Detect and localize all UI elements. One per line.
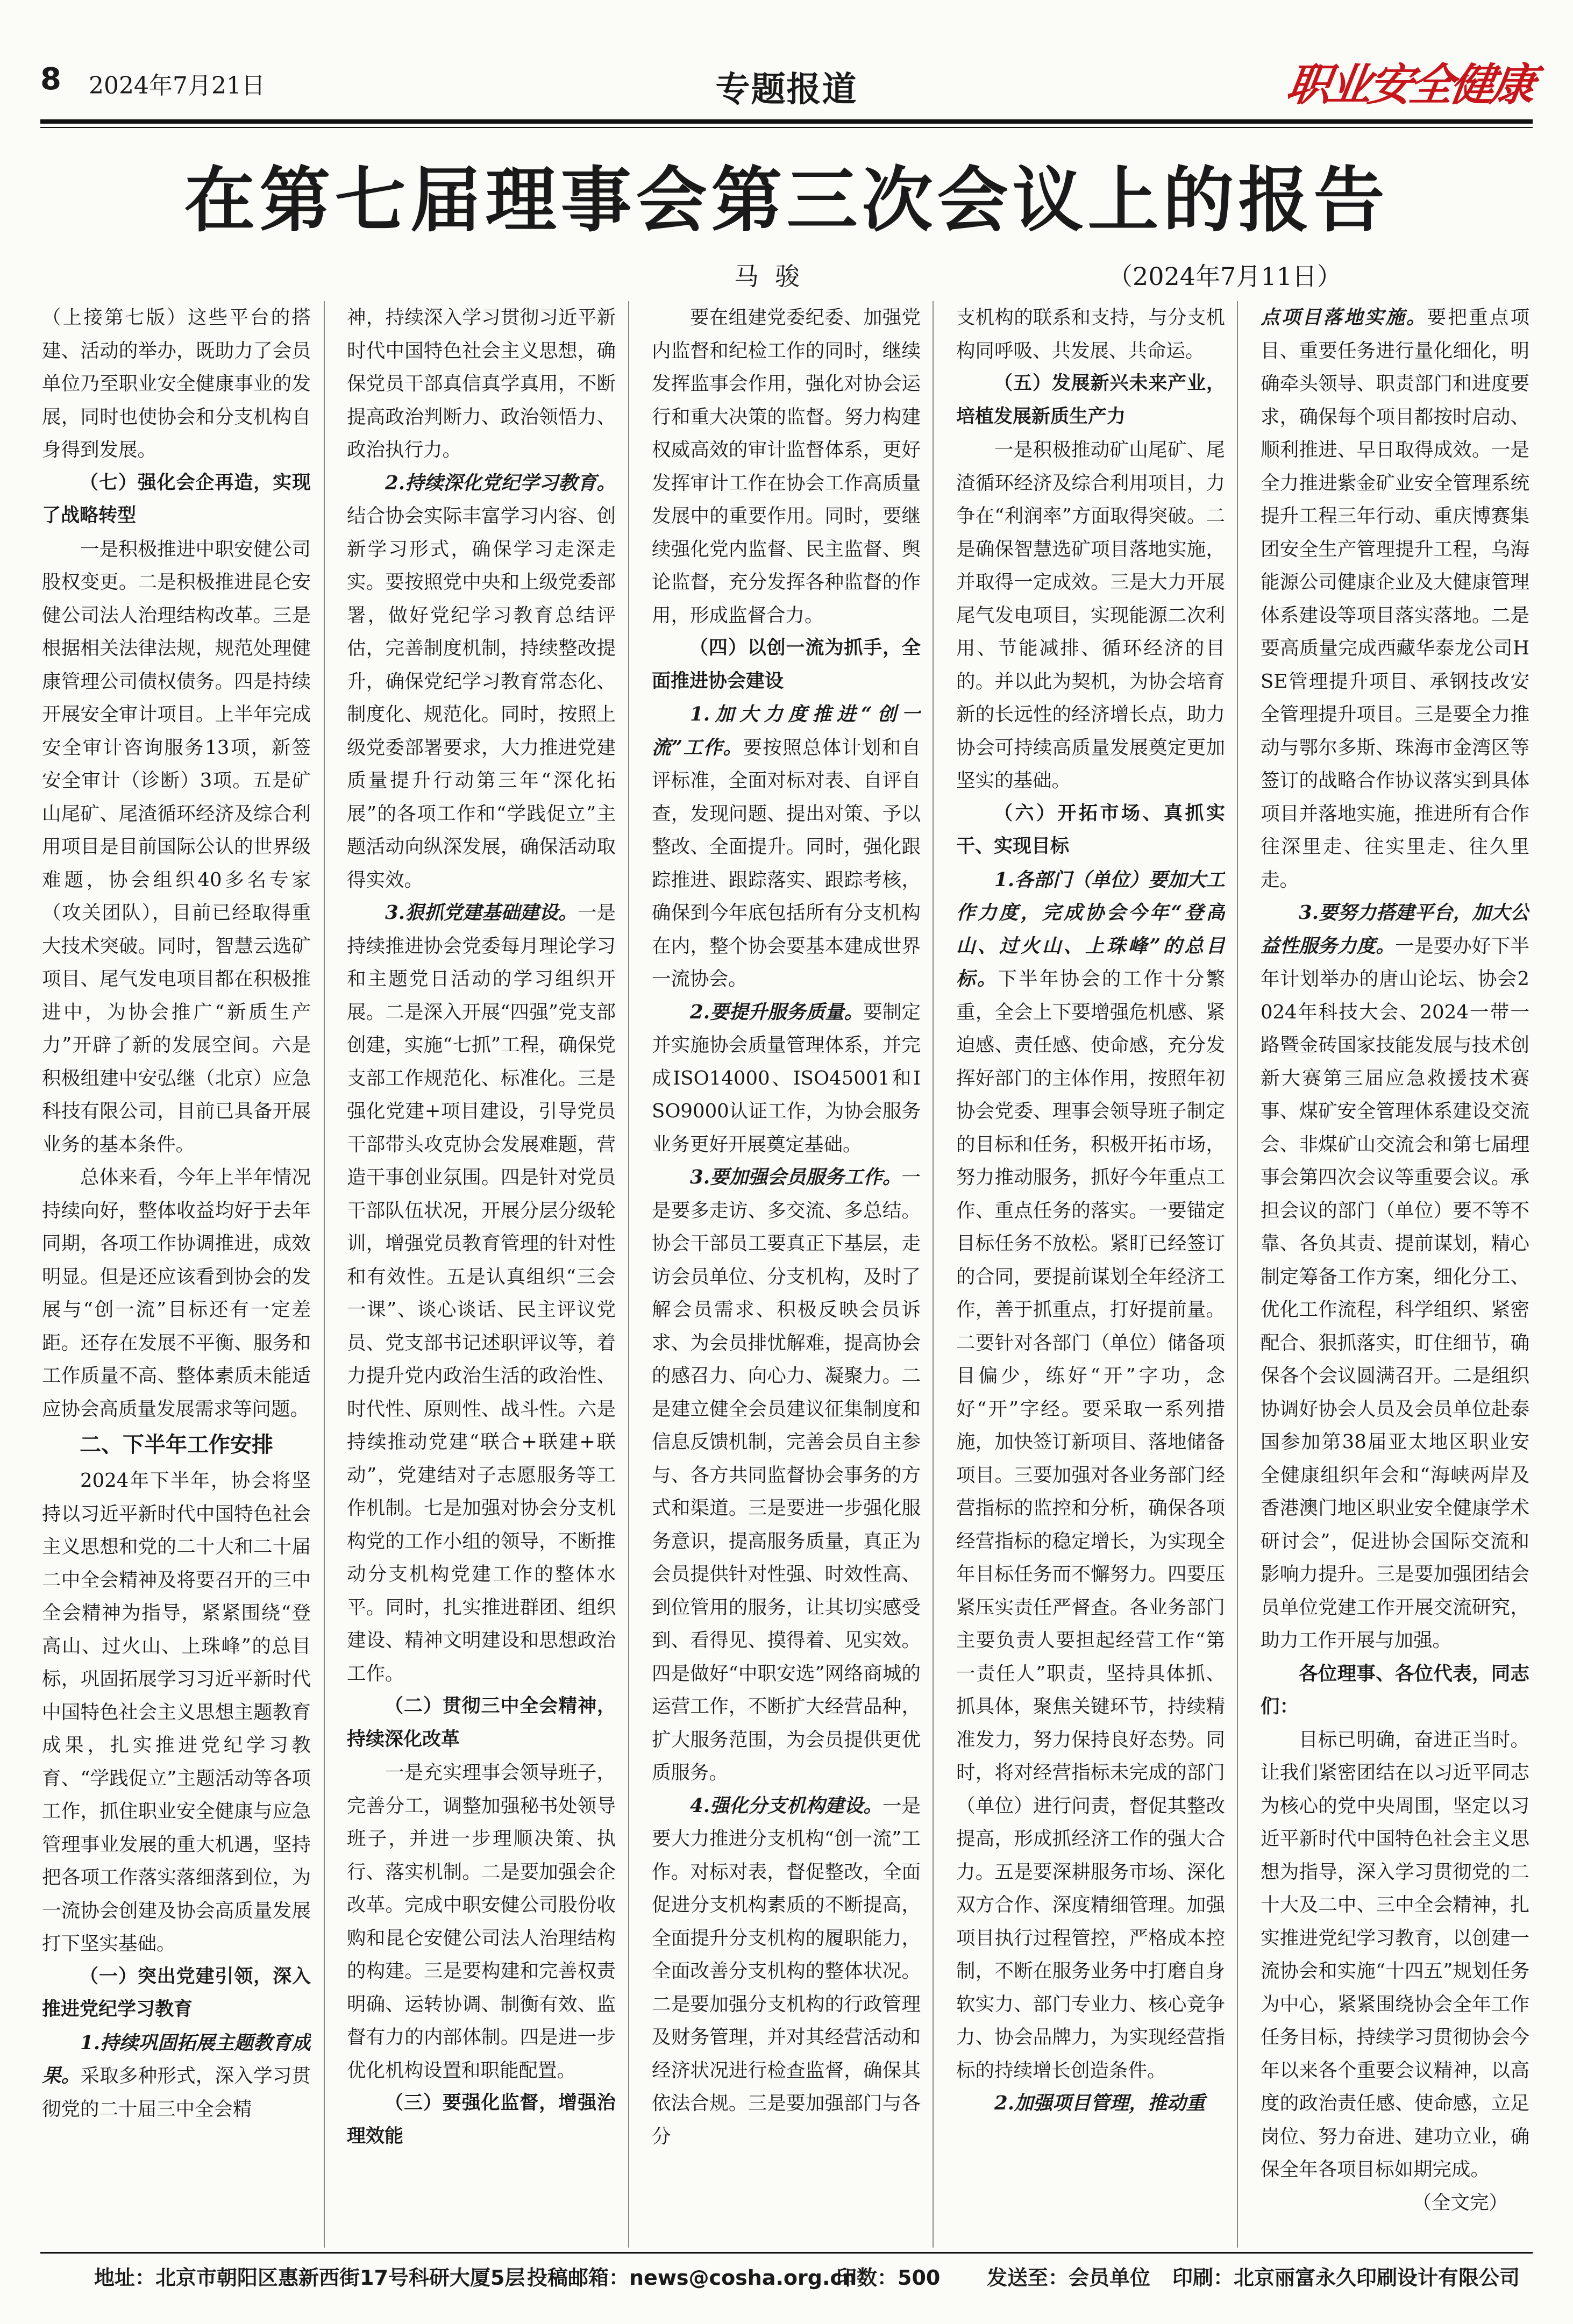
paragraph: 一是充实理事会领导班子，完善分工，调整加强秘书处领导班子，并进一步理顺决策、执行、落实机制。二是要加强会企改革。完成中职安健公司股份收购和昆仑安健公司法人治理结构的构建。三是要构建和完善权责明确、运转协调、制衡有效、监督有力的内部体制。四是进一步优化机构设置和职能配置。: [347, 1762, 616, 2081]
paragraph: [347, 896, 616, 1690]
paragraph: [652, 698, 921, 996]
paragraph: [42, 2027, 311, 2126]
paragraph-text: 一是要大力推进分支机构“创一流”工作。对标对表，督促整改，全面促进分支机构素质的不断提高，全面提升分支机构的履职能力，全面改善分支机构的整体状况。二是要加强分支机构的行政管理及财务管理，并对其经营活动和经济状况进行检查监督，确保其依法合规。三是要加强部门与各分: [652, 1794, 921, 2148]
paragraph-text: 一是持续推进协会党委每月理论学习和主题党日活动的学习组织开展。二是深入开展“四强”党支部创建，实施“七抓”工程，确保党支部工作规范化、标准化。三是强化党建+项目建设，引导党员干部带头攻克协会发展难题，营造干事创业氛围。四是针对党员干部队伍状况，开展分层分级轮训，增强党员教育管理的针对性和有效性。五是认真组织“三会一课”、谈心谈话、民主评议党员、党支部书记述职评议等，着力提升党内政治生活的政治性、时代性、原则性、战斗性。六是持续推动党建“联合+联建+联动”，党建结对子志愿服务等工作机制。七是加强对协会分支机构党的工作小组的领导，不断推动分支机构党建工作的整体水平。同时，扎实推进群团、组织建设、精神文明建设和思想政治工作。: [347, 902, 616, 1685]
paragraph-lead: 4.强化分支机构建设。: [690, 1794, 882, 1817]
paragraph-text: 要把重点项目、重要任务进行量化细化，明确牵头领导、职责部门和进度要求，确保每个项目都按时启动、顺利推进、早日取得成效。一是全力推进紫金矿业安全管理系统提升工程三年行动、重庆博赛集团安全生产管理提升工程，乌海能源公司健康企业及大健康管理体系建设等项目落实落地。二是要高质量完成西藏华泰龙公司HSE管理提升项目、承钢技改安全管理提升项目。三是要全力推动与鄂尔多斯、珠海市金湾区等签订的战略合作协议落实到具体项目并落地实施，推进所有合作往深里走、往实里走、往久里走。: [1261, 306, 1529, 891]
column-5: [1261, 301, 1529, 2248]
paragraph: 支机构的联系和支持，与分支机构同呼吸、共发展、共命运。: [956, 306, 1225, 362]
paragraph: 目标已明确，奋进正当时。让我们紧密团结在以习近平同志为核心的党中央周围，坚定以习近平新时代中国特色社会主义思想为指导，深入学习贯彻党的二十大及二中、三中全会精神，扎实推进党纪学习教育，以创建一流协会和实施“十四五”规划任务为中心，紧紧围绕协会全年工作任务目标，持续学习贯彻协会今年以来各个重要会议精神，以高度的政治责任感、使命感，立足岗位、努力奋进、建功立业，确保全年各项目标如期完成。: [1261, 1728, 1529, 2180]
header-rule-thick: [40, 119, 1533, 124]
paragraph-lead: 2.要提升服务质量。: [690, 1001, 864, 1023]
paragraph: 2024年下半年，协会将坚持以习近平新时代中国特色社会主义思想和党的二十大和二十届二中全会精神及将要召开的三中全会精神为指导，紧紧围绕“登高山、过火山、上珠峰”的总目标，巩固拓展学习习近平新时代中国特色社会主义思想主题教育成果，扎实推进党纪学习教育、“学践促立”主题活动等各项工作，抓住职业安全健康与应急管理事业发展的重大机遇，坚持把各项工作落实落细落到位，为一流协会创建及协会高质量发展打下坚实基础。: [42, 1470, 311, 1955]
subsection-heading: （五）发展新兴未来产业，培植发展新质生产力: [956, 373, 1225, 427]
report-date: （2024年7月11日）: [1108, 262, 1342, 291]
page-number: 8: [40, 62, 61, 97]
paragraph: [652, 996, 921, 1161]
paragraph-lead: 1.加大力度推进“创一流”工作。: [652, 703, 921, 759]
byline: [40, 257, 1533, 289]
paragraph: [1261, 896, 1529, 1657]
paragraph: [956, 864, 1225, 2087]
paragraph-lead: 1.持续巩固拓展主题教育成果。: [42, 2031, 311, 2087]
paragraph: [1261, 301, 1529, 896]
paragraph-text: 要制定并实施协会质量管理体系，并完成ISO14000、ISO45001和ISO9000认证工作，为协会服务业务更好开展奠定基础。: [652, 1001, 921, 1156]
footer-address: 地址：北京市朝阳区惠新西街17号科研大厦5层: [94, 2266, 525, 2290]
paragraph-lead: 3.狠抓党建基础建设。: [385, 902, 578, 924]
subsection-heading: （三）要强化监督，增强治理效能: [347, 2092, 616, 2147]
column-4: [956, 301, 1225, 2248]
subsection-heading: （七）强化会企再造，实现了战略转型: [42, 472, 311, 526]
page-footer: [40, 2261, 1533, 2299]
footer-distribution: 发送至：会员单位: [987, 2266, 1151, 2290]
paragraph: [956, 2087, 1225, 2120]
article-body: [42, 301, 1531, 2248]
column-divider: [933, 301, 934, 2248]
paragraph: 各位理事、各位代表，同志们：: [1261, 1662, 1529, 1717]
masthead-logo: 职业安全健康: [1283, 59, 1536, 111]
paragraph: [652, 1790, 921, 2154]
paragraph: 总体来看，今年上半年情况持续向好，整体收益均好于去年同期，各项工作协调推进，成效明显。但是还应该看到协会的发展与“创一流”目标还有一定差距。还存在发展不平衡、服务和工作质量不高、整体素质未能适应协会高质量发展需求等问题。: [42, 1166, 311, 1420]
subsection-heading: （六）开拓市场、真抓实干、实现目标: [956, 802, 1225, 857]
paragraph: [652, 1161, 921, 1790]
paragraph: 一是积极推进中职安健公司股权变更。二是积极推进昆仑安健公司法人治理结构改革。三是根据相关法律法规，规范处理健康管理公司债权债务。四是持续开展安全审计项目。上半年完成安全审计咨询服务13项，新签安全审计（诊断）3项。五是矿山尾矿、尾渣循环经济及综合利用项目是目前国际公认的世界级难题，协会组织40多名专家（攻关团队），目前已经取得重大技术突破。同时，智慧云选矿项目、尾气发电项目都在积极推进中，为协会推广“新质生产力”开辟了新的发展空间。六是积极组建中安弘继（北京）应急科技有限公司，目前已具备开展业务的基本条件。: [42, 538, 311, 1156]
paragraph-text: 下半年协会的工作十分繁重，全会上下要增强危机感、紧迫感、责任感、使命感，充分发挥好部门的主体作用，按照年初协会党委、理事会领导班子制定的目标和任务，积极开拓市场，努力推动服务，抓好今年重点工作、重点任务的落实。一要锚定目标任务不放松。紧盯已经签订的合同，要提前谋划全年经济工作，善于抓重点，打好提前量。二要针对各部门（单位）储备项目偏少，练好“开”字功，念好“开”字经。要采取一系列措施，加快签订新项目、落地储备项目。三要加强对各业务部门经营指标的监控和分析，确保各项经营指标的稳定增长，为实现全年目标任务而不懈努力。四要压紧压实责任严督查。各业务部门主要负责人要担起经营工作“第一责任人”职责，坚持具体抓、抓具体，聚焦关键环节，持续精准发力，努力保持良好态势。同时，将对经营指标未完成的部门（单位）进行问责，督促其整改提高，形成抓经济工作的强大合力。五是要深耕服务市场、深化双方合作、深度精细管理。加强项目执行过程管控，严格成本控制，不断在服务业务中打磨自身软实力、部门专业力、核心竞争力、协会品牌力，为实现经营指标的持续增长创造条件。: [956, 968, 1225, 2081]
subsection-heading: （四）以创一流为抓手，全面推进协会建设: [652, 637, 921, 692]
paragraph: 一是积极推动矿山尾矿、尾渣循环经济及综合利用项目，力争在“利润率”方面取得突破。二是确保智慧选矿项目落地实施，并取得一定成效。三是大力开展尾气发电项目，实现能源二次利用、节能减排、循环经济的目的。并以此为契机，为协会培育新的长远性的经济增长点，助力协会可持续高质量发展奠定更加坚实的基础。: [956, 439, 1225, 792]
paragraph-text: 一是要多走访、多交流、多总结。协会干部员工要真正下基层，走访会员单位、分支机构，及时了解会员需求、积极反映会员诉求、为会员排忧解难，提高协会的感召力、向心力、凝聚力。二是建立健全会员建议征集制度和信息反馈机制，完善会员自主参与、各方共同监督协会事务的方式和渠道。三是要进一步强化服务意识，提高服务质量，真正为会员提供针对性强、时效性高、到位管用的服务，让其切实感受到、看得见、摸得着、见实效。四是做好“中职安选”网络商城的运营工作，不断扩大经营品种，扩大服务范围，为会员提供更优质服务。: [652, 1166, 921, 1784]
footer-printer: 印刷：北京丽富永久印刷设计有限公司: [1172, 2266, 1520, 2290]
header-rule-thin: [40, 127, 1533, 128]
paragraph-lead: 点项目落地实施。: [1261, 306, 1427, 329]
paragraph-lead: 2.持续深化党纪学习教育。: [385, 472, 616, 494]
column-2: [347, 301, 616, 2248]
footer-print-count: 印数：500: [836, 2266, 941, 2290]
paragraph-lead: 1.各部门（单位）要加大工作力度，完成协会今年“登高山、过火山、上珠峰”的总目标。: [956, 868, 1225, 990]
author-name: 马骏: [734, 262, 816, 291]
paragraph-lead: 3.要努力搭建平台，加大公益性服务力度。: [1261, 902, 1529, 957]
paragraph: 要在组建党委纪委、加强党内监督和纪检工作的同时，继续发挥监事会作用，强化对协会运行和重大决策的监督。努力构建权威高效的审计监督体系，更好发挥审计工作在协会工作高质量发展中的重要作用。同时，要继续强化党内监督、民主监督、舆论监督，充分发挥各种监督的作用，形成监督合力。: [652, 306, 921, 626]
subsection-heading: （一）突出党建引领，深入推进党纪学习教育: [42, 1965, 311, 2020]
paragraph-lead: 2.加强项目管理，推动重: [994, 2092, 1206, 2114]
footer-email: 投稿邮箱：news@cosha.org.cn: [527, 2266, 857, 2290]
column-divider: [1237, 301, 1238, 2248]
paragraph: （上接第七版）这些平台的搭建、活动的举办，既助力了会员单位乃至职业安全健康事业的发展，同时也使协会和分支机构自身得到发展。: [42, 306, 311, 461]
paragraph-text: 要按照总体计划和自评标准，全面对标对表、自评自查，发现问题、提出对策、予以整改、全面提升。同时，强化跟踪推进、跟踪落实、跟踪考核，确保到今年底包括所有分支机构在内，整个协会要基本建成世界一流协会。: [652, 736, 921, 990]
page-header: [40, 59, 1536, 137]
paragraph: [347, 467, 616, 897]
paragraph: 神，持续深入学习贯彻习近平新时代中国特色社会主义思想，确保党员干部真信真学真用，不断提高政治判断力、政治领悟力、政治执行力。: [347, 306, 616, 461]
paragraph-text: 一是要办好下半年计划举办的唐山论坛、协会2024年科技大会、2024一带一路暨金砖国家技能发展与技术创新大赛第三届应急救援技术赛事、煤矿安全管理体系建设交流会、非煤矿山交流会和第七届理事会第四次会议等重要会议。承担会议的部门（单位）要不等不靠、各负其责、提前谋划，精心制定筹备工作方案，细化分工、优化工作流程，科学组织、紧密配合、狠抓落实，盯住细节，确保各个会议圆满召开。二是组织协调好协会人员及会员单位赴泰国参加第38届亚太地区职业安全健康组织年会和“海峡两岸及香港澳门地区职业安全健康学术研讨会”，促进协会国际交流和影响力提升。三是要加强团结会员单位党建工作开展交流研究，助力工作开展与加强。: [1261, 935, 1529, 1651]
column-divider: [628, 301, 629, 2248]
column-3: [652, 301, 921, 2248]
footer-rule: [40, 2252, 1533, 2254]
subsection-heading: （二）贯彻三中全会精神，持续深化改革: [347, 1695, 616, 1750]
paragraph-lead: 3.要加强会员服务工作。: [690, 1166, 902, 1188]
article-title: 在第七届理事会第三次会议上的报告: [184, 159, 1389, 242]
section-title: 专题报道: [715, 70, 858, 110]
paragraph-text: 采取多种形式，深入学习贯彻党的二十届三中全会精: [42, 2065, 311, 2120]
paragraph-text: 结合协会实际丰富学习内容、创新学习形式，确保学习走深走实。要按照党中央和上级党委部署，做好党纪学习教育总结评估，完善制度机制，持续整改提升，确保党纪学习教育常态化、制度化、规范化。同时，按照上级党委部署要求，大力推进党建质量提升行动第三年“深化拓展”的各项工作和“学践促立”主题活动向纵深发展，确保活动取得实效。: [347, 505, 616, 891]
paragraph: （全文完）: [1412, 2191, 1508, 2214]
issue-date: 2024年7月21日: [89, 72, 265, 99]
section-heading: 二、下半年工作安排: [80, 1432, 273, 1457]
column-1: [42, 301, 311, 2248]
column-divider: [324, 301, 325, 2248]
